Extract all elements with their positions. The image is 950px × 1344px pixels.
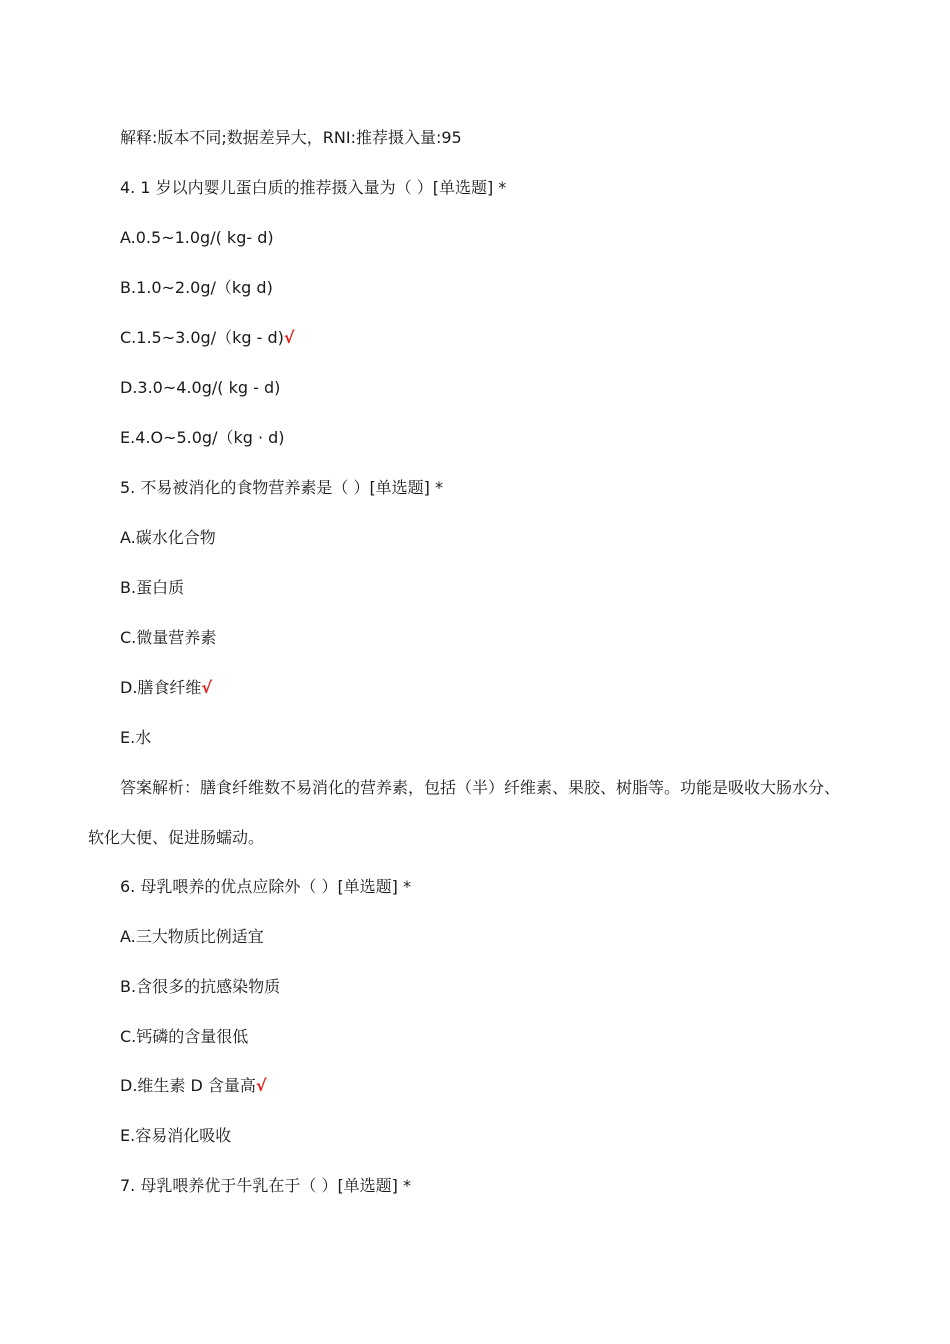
question-6-stem: 6. 母乳喂养的优点应除外（ ）[单选题] * (120, 877, 412, 896)
correct-check-icon: √ (201, 678, 213, 697)
question-5-stem: 5. 不易被消化的食物营养素是（ ）[单选题] * (120, 478, 444, 497)
q4-option-d: D.3.0~4.0g/( kg - d) (120, 378, 281, 397)
q6-option-b: B.含很多的抗感染物质 (120, 977, 281, 996)
q6-option-d-text: D.维生素 D 含量高 (120, 1076, 256, 1095)
q5-option-b: B.蛋白质 (120, 578, 185, 597)
q4-option-b: B.1.0~2.0g/（kg d) (120, 278, 273, 297)
q5-option-c: C.微量营养素 (120, 628, 217, 647)
q5-option-d-text: D.膳食纤维 (120, 678, 202, 697)
q4-option-c (120, 328, 295, 348)
q4-option-c-text: C.1.5~3.0g/（kg - d) (120, 328, 284, 347)
question-4-stem: 4. 1 岁以内婴儿蛋白质的推荐摄入量为（ ）[单选题] * (120, 178, 507, 197)
q5-option-a: A.碳水化合物 (120, 528, 216, 547)
correct-check-icon: √ (255, 1076, 267, 1095)
q6-option-a: A.三大物质比例适宜 (120, 927, 264, 946)
q5-option-e: E.水 (120, 728, 152, 747)
q5-analysis-line-2: 软化大便、促进肠蠕动。 (88, 828, 265, 847)
q5-option-d (120, 678, 212, 698)
q6-option-d (120, 1076, 267, 1096)
q6-option-c: C.钙磷的含量很低 (120, 1027, 249, 1046)
q4-option-e: E.4.O~5.0g/（kg · d) (120, 428, 285, 447)
question-7-stem: 7. 母乳喂养优于牛乳在于（ ）[单选题] * (120, 1176, 412, 1195)
q4-option-a: A.0.5~1.0g/( kg- d) (120, 228, 274, 247)
previous-explanation: 解释:版本不同;数据差异大，RNI:推荐摄入量:95 (120, 128, 462, 147)
q5-analysis-line-1: 答案解析：膳食纤维数不易消化的营养素，包括（半）纤维素、果胶、树脂等。功能是吸收大肠水分、 (120, 778, 841, 797)
correct-check-icon: √ (283, 328, 295, 347)
q6-option-e: E.容易消化吸收 (120, 1126, 232, 1145)
